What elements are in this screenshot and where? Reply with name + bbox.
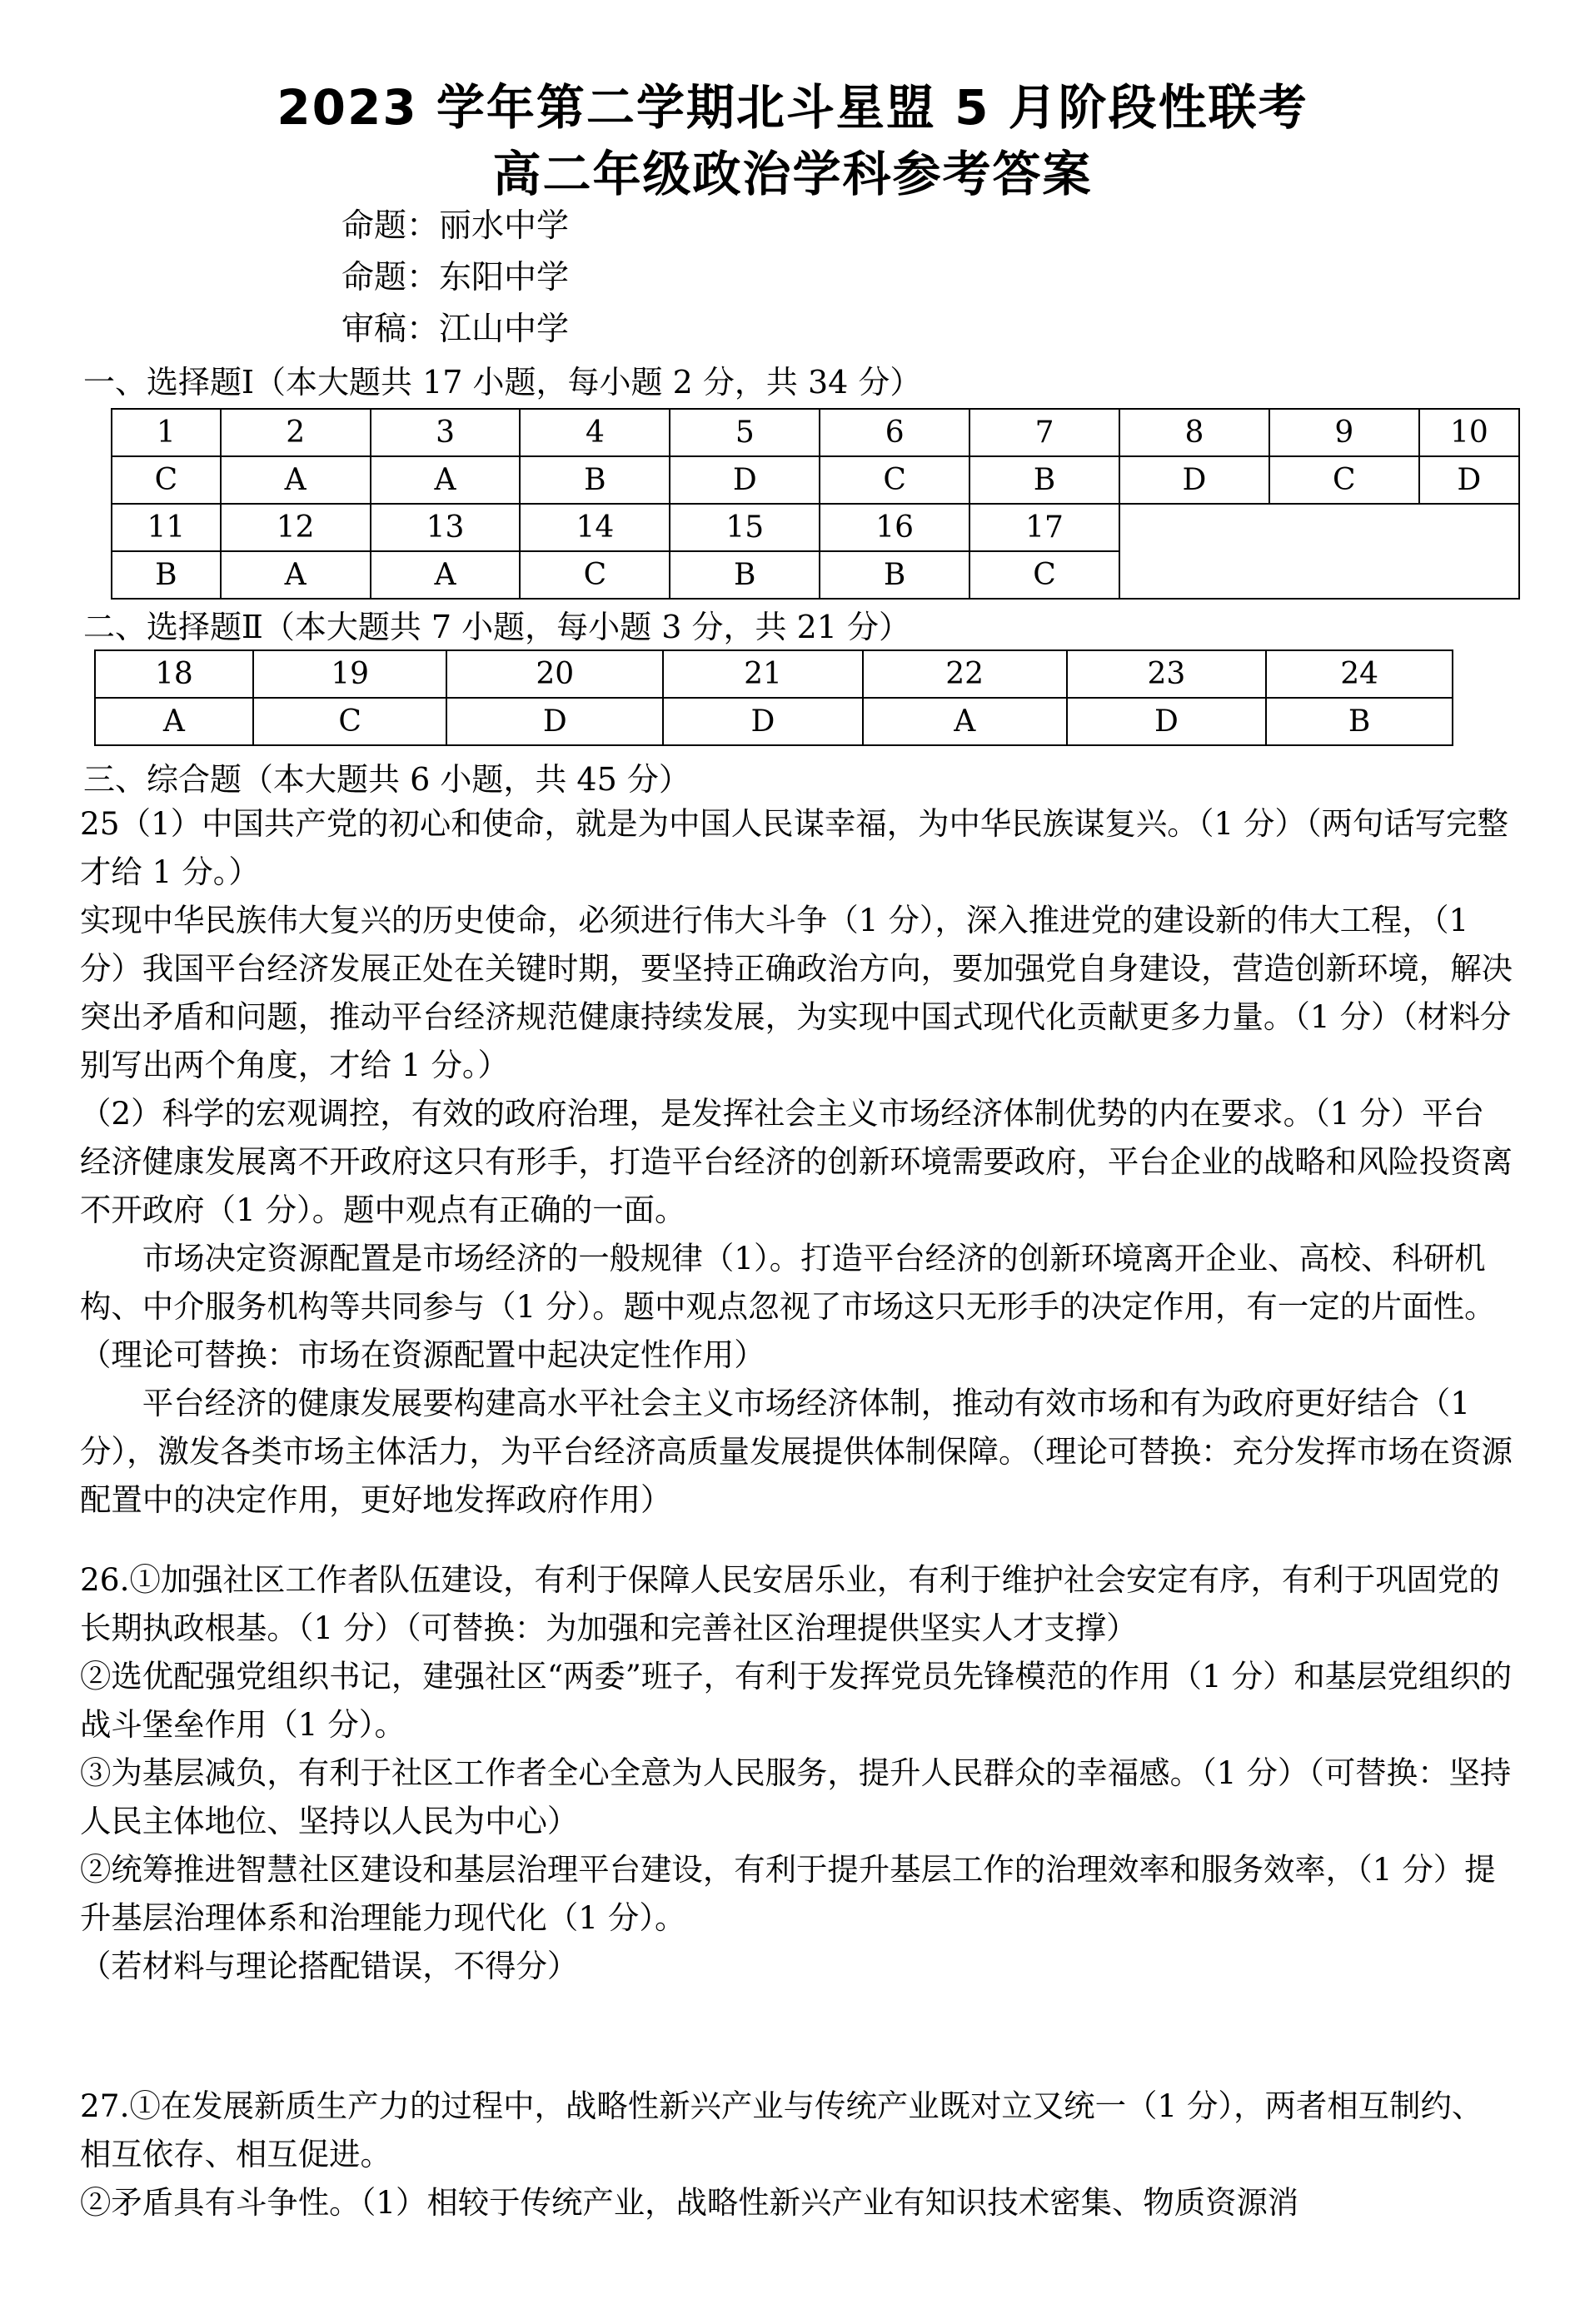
author-line-1: 命题：丽水中学	[341, 207, 570, 245]
table2-number-row	[95, 650, 1453, 698]
question-number: 15	[670, 504, 820, 551]
page-subtitle: 高二年级政治学科参考答案	[492, 146, 1093, 202]
q26-paragraph: （若材料与理论搭配错误，不得分）	[80, 1948, 579, 1984]
q26-paragraph: ③为基层减负，有利于社区工作者全心全意为人民服务，提升人民群众的幸福感。（1 分）（可替换：坚持人民主体地位、坚持以人民为中心）	[80, 1754, 1512, 1839]
answer-cell: D	[1419, 456, 1519, 504]
question-number: 17	[969, 504, 1119, 551]
q26-paragraph: ②统筹推进智慧社区建设和基层治理平台建设，有利于提升基层工作的治理效率和服务效率，（1 分）提升基层治理体系和治理能力现代化（1 分）。	[80, 1851, 1496, 1936]
table1-answer-row-1	[112, 456, 1519, 504]
answer-cell: D	[1119, 456, 1269, 504]
table2-answer-row	[95, 698, 1453, 745]
answer-cell: B	[1266, 698, 1453, 745]
answer-cell: C	[969, 551, 1119, 599]
q25-paragraph: 平台经济的健康发展要构建高水平社会主义市场经济体制，推动有效市场和有为政府更好结合（1 分），激发各类市场主体活力，为平台经济高质量发展提供体制保障。（理论可替换：充分发挥市场在资源配置中的决定作用，更好地发挥政府作用）	[80, 1385, 1513, 1518]
question-number: 11	[112, 504, 221, 551]
q25-paragraph: 市场决定资源配置是市场经济的一般规律（1）。打造平台经济的创新环境离开企业、高校、科研机构、中介服务机构等共同参与（1 分）。题中观点忽视了市场这只无形手的决定作用，有一定的片面性。（理论可替换：市场在资源配置中起决定性作用）	[80, 1240, 1496, 1373]
answer-cell: B	[670, 551, 820, 599]
question-number: 12	[221, 504, 371, 551]
q25-paragraph: （2）科学的宏观调控，有效的政府治理，是发挥社会主义市场经济体制优势的内在要求。（1 分）平台经济健康发展离不开政府这只有形手，打造平台经济的创新环境需要政府，平台企业的战略和风险投资离不开政府（1 分）。题中观点有正确的一面。	[80, 1095, 1513, 1228]
question-number: 23	[1067, 650, 1267, 698]
answer-table-2	[94, 649, 1453, 746]
question-number: 2	[221, 409, 371, 456]
question-number: 13	[371, 504, 521, 551]
author-line-2: 命题：东阳中学	[341, 259, 570, 296]
answer-cell: B	[520, 456, 670, 504]
reviewer-line: 审稿：江山中学	[341, 311, 570, 348]
question-number: 21	[663, 650, 863, 698]
question-number: 24	[1266, 650, 1453, 698]
answer-cell: B	[969, 456, 1119, 504]
answer-cell: A	[371, 551, 521, 599]
question-25-answer	[80, 799, 1513, 1524]
answer-cell: A	[221, 456, 371, 504]
question-number: 16	[820, 504, 969, 551]
question-number: 3	[371, 409, 521, 456]
q26-paragraph: 26.①加强社区工作者队伍建设，有利于保障人民安居乐业，有利于维护社会安定有序，有利于巩固党的长期执政根基。（1 分）（可替换：为加强和完善社区治理提供坚实人才支撑）	[80, 1561, 1500, 1646]
question-number: 20	[446, 650, 663, 698]
page-title: 2023 学年第二学期北斗星盟 5 月阶段性联考	[277, 79, 1308, 136]
answer-cell: C	[112, 456, 221, 504]
answer-cell: D	[446, 698, 663, 745]
section3-heading: 三、综合题（本大题共 6 小题，共 45 分）	[83, 761, 690, 798]
q27-paragraph: ②矛盾具有斗争性。（1）相较于传统产业，战略性新兴产业有知识技术密集、物质资源消	[80, 2184, 1299, 2221]
answer-cell: A	[221, 551, 371, 599]
q25-paragraph: 实现中华民族伟大复兴的历史使命，必须进行伟大斗争（1 分），深入推进党的建设新的伟大工程，（1 分）我国平台经济发展正处在关键时期，要坚持正确政治方向，要加强党自身建设，营造创新环境，解决突出矛盾和问题，推动平台经济规范健康持续发展，为实现中国式现代化贡献更多力量。（1 分）（材料分别写出两个角度，才给 1 分。）	[80, 902, 1513, 1083]
question-number: 4	[520, 409, 670, 456]
section1-heading: 一、选择题Ⅰ（本大题共 17 小题，每小题 2 分，共 34 分）	[83, 364, 922, 401]
section2-heading: 二、选择题Ⅱ（本大题共 7 小题，每小题 3 分，共 21 分）	[83, 609, 911, 645]
answer-cell: D	[670, 456, 820, 504]
question-number: 19	[253, 650, 447, 698]
question-number: 10	[1419, 409, 1519, 456]
q26-paragraph: ②选优配强党组织书记，建强社区“两委”班子，有利于发挥党员先锋模范的作用（1 分）和基层党组织的战斗堡垒作用（1 分）。	[80, 1658, 1513, 1743]
answer-cell: C	[520, 551, 670, 599]
question-number: 14	[520, 504, 670, 551]
answer-cell: B	[112, 551, 221, 599]
answer-cell: A	[371, 456, 521, 504]
table1-number-row-1	[112, 409, 1519, 456]
question-number: 18	[95, 650, 253, 698]
question-number: 5	[670, 409, 820, 456]
table1-number-row-2	[112, 504, 1519, 551]
q25-paragraph: 25（1）中国共产党的初心和使命，就是为中国人民谋幸福，为中华民族谋复兴。（1 分）（两句话写完整才给 1 分。）	[80, 805, 1508, 890]
question-number: 8	[1119, 409, 1269, 456]
answer-cell: D	[1067, 698, 1267, 745]
answer-table-1	[111, 408, 1520, 600]
answer-cell: B	[820, 551, 969, 599]
answer-cell: A	[95, 698, 253, 745]
question-number: 1	[112, 409, 221, 456]
empty-merged-cell	[1119, 504, 1519, 599]
question-number: 22	[863, 650, 1067, 698]
answer-cell: C	[1269, 456, 1419, 504]
answer-cell: C	[253, 698, 447, 745]
answer-cell: D	[663, 698, 863, 745]
question-26-answer	[80, 1555, 1513, 1990]
q27-paragraph: 27.①在发展新质生产力的过程中，战略性新兴产业与传统产业既对立又统一（1 分），两者相互制约、相互依存、相互促进。	[80, 2088, 1483, 2172]
question-number: 9	[1269, 409, 1419, 456]
answer-cell: A	[863, 698, 1067, 745]
question-number: 7	[969, 409, 1119, 456]
question-number: 6	[820, 409, 969, 456]
answer-cell: C	[820, 456, 969, 504]
question-27-answer	[80, 2082, 1513, 2227]
